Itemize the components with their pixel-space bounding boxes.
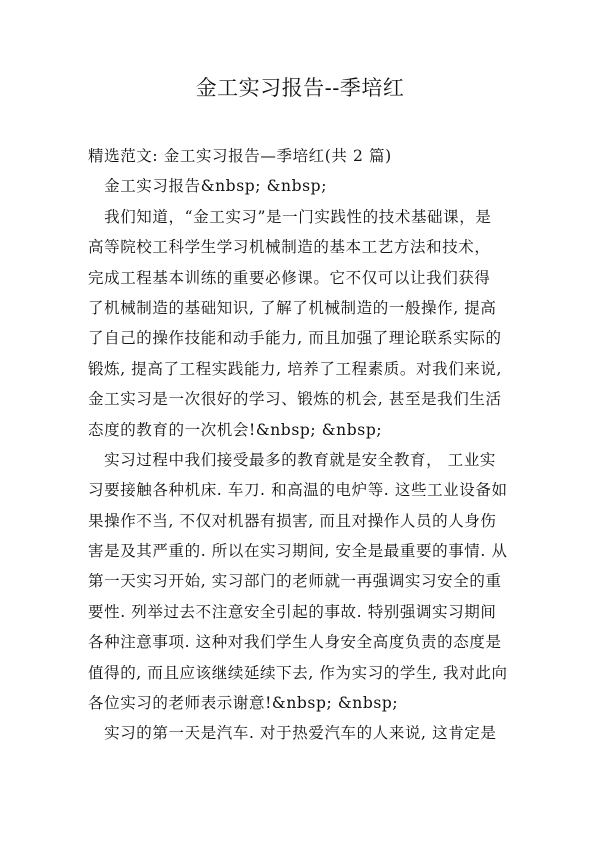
- text-line: 各位实习的老师表示谢意!&nbsp; &nbsp;: [88, 694, 399, 713]
- text-line: 态度的教育的一次机会!&nbsp; &nbsp;: [88, 420, 383, 439]
- text-line: 我们知道，“金工实习”是一门实践性的技术基础课，是: [88, 207, 492, 226]
- text-line: 各种注意事项. 这种对我们学生人身安全高度负责的态度是: [88, 633, 502, 652]
- text-line: 要性. 列举过去不注意安全引起的事故. 特别强调实习期间: [88, 602, 497, 621]
- text-line: 金工实习是一次很好的学习、锻炼的机会, 甚至是我们生活: [88, 390, 502, 409]
- text-line: 了自己的操作技能和动手能力, 而且加强了理论联系实际的: [88, 329, 502, 348]
- text-line: 实习的第一天是汽车. 对于热爱汽车的人来说, 这肯定是: [88, 724, 497, 743]
- text-line: 金工实习报告&nbsp; &nbsp;: [88, 177, 328, 196]
- text-line: 锻炼, 提高了工程实践能力, 培养了工程素质。对我们来说,: [88, 359, 503, 378]
- document-title: 金工实习报告--季培红: [195, 76, 405, 100]
- text-line: 了机械制造的基础知识, 了解了机械制造的一般操作, 提高: [88, 298, 497, 317]
- text-line: 高等院校工科学生学习机械制造的基本工艺方法和技术，: [88, 238, 491, 257]
- text-line: 完成工程基本训练的重要必修课。它不仅可以让我们获得: [88, 268, 491, 287]
- document-body: [88, 141, 518, 749]
- text-line: 害是及其严重的. 所以在实习期间, 安全是最重要的事情. 从: [88, 542, 508, 561]
- text-line: 精选范文: 金工实习报告—季培红(共 2 篇): [88, 147, 392, 165]
- text-line: 实习过程中我们接受最多的教育就是安全教育， 工业实: [88, 450, 497, 469]
- text-line: 习要接触各种机床. 车刀. 和高温的电炉等. 这些工业设备如: [88, 481, 508, 500]
- text-line: 果操作不当, 不仅对机器有损害, 而且对操作人员的人身伤: [88, 511, 497, 530]
- text-line: 第一天实习开始, 实习部门的老师就一再强调实习安全的重: [88, 572, 502, 591]
- text-line: 值得的, 而且应该继续延续下去, 作为实习的学生, 我对此向: [88, 663, 508, 682]
